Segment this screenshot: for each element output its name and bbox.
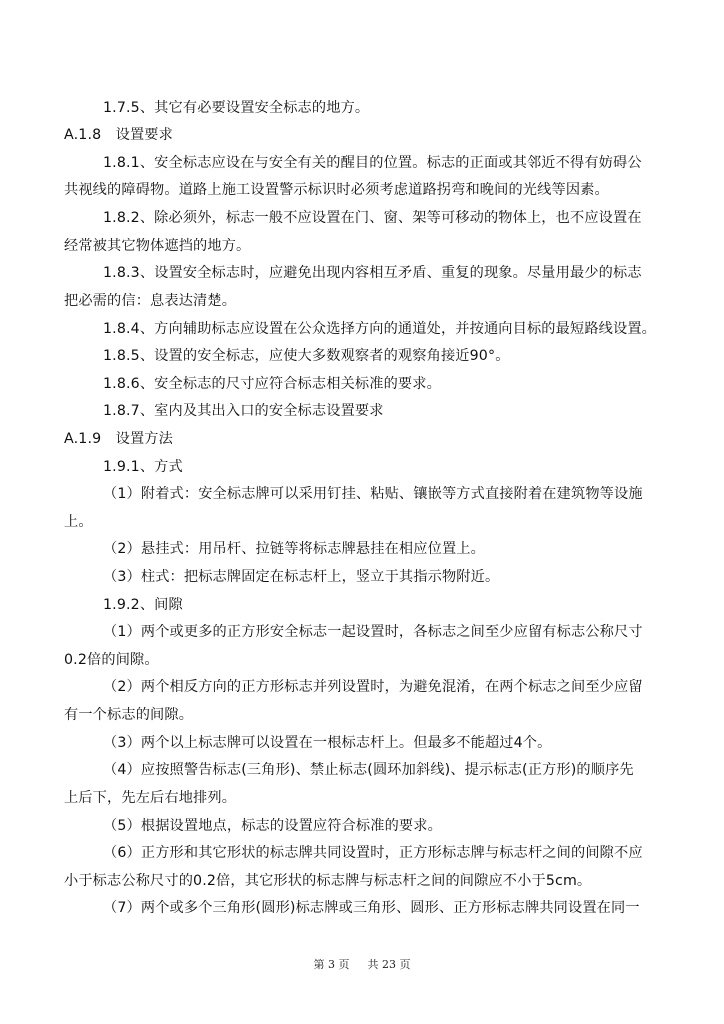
- text-line: 小于标志公称尺寸的0.2倍，其它形状的标志牌与标志杆之间的间隙应不小于5cm。: [64, 873, 592, 889]
- text-line: （1）附着式：安全标志牌可以采用钉挂、粘贴、镶嵌等方式直接附着在建筑物等设施: [103, 486, 643, 502]
- section-heading: A.1.8 设置要求: [64, 127, 173, 143]
- text-line: 1.8.1、安全标志应设在与安全有关的醒目的位置。标志的正面或其邻近不得有妨碍公: [103, 155, 642, 171]
- text-line: 1.7.5、其它有必要设置安全标志的地方。: [103, 100, 370, 116]
- text-line: （4）应按照警告标志(三角形)、禁止标志(圆环加斜线)、提示标志(正方形)的顺序先: [103, 762, 634, 778]
- text-line: （6）正方形和其它形状的标志牌共同设置时，正方形标志牌与标志杆之间的间隙不应: [103, 845, 643, 861]
- page-number: 第 3 页: [313, 958, 350, 971]
- page-total: 共 23 页: [367, 958, 411, 971]
- text-line: 上后下，先左后右地排列。: [64, 790, 237, 806]
- text-line: 把必需的信：息表达清楚。: [64, 293, 237, 309]
- page-footer: [0, 958, 724, 972]
- section-heading: A.1.9 设置方法: [64, 431, 173, 447]
- text-line: 共视线的障碍物。道路上施工设置警示标识时必须考虑道路拐弯和晚间的光线等因素。: [64, 182, 609, 198]
- text-line: 1.9.2、间隙: [103, 597, 183, 613]
- text-line: 1.8.2、除必须外，标志一般不应设置在门、窗、架等可移动的物体上，也不应设置在: [103, 210, 642, 226]
- text-line: 1.8.7、室内及其出入口的安全标志设置要求: [103, 403, 384, 419]
- text-line: （5）根据设置地点，标志的设置应符合标准的要求。: [103, 818, 442, 834]
- text-line: 1.8.6、安全标志的尺寸应符合标志相关标准的要求。: [103, 376, 441, 392]
- text-line: （7）两个或多个三角形(圆形)标志牌或三角形、圆形、正方形标志牌共同设置在同一: [103, 900, 640, 916]
- text-line: 1.8.5、设置的安全标志，应使大多数观察者的观察角接近90°。: [103, 348, 510, 364]
- text-line: 1.9.1、方式: [103, 459, 183, 475]
- text-line: 0.2倍的间隙。: [64, 652, 159, 668]
- text-line: （2）悬挂式：用吊杆、拉链等将标志牌悬挂在相应位置上。: [103, 541, 485, 557]
- text-line: （3）柱式：把标志牌固定在标志杆上，竖立于其指示物附近。: [103, 569, 500, 585]
- text-line: 经常被其它物体遮挡的地方。: [64, 238, 251, 254]
- text-line: 上。: [64, 514, 93, 530]
- text-line: （3）两个以上标志牌可以设置在一根标志杆上。但最多不能超过4个。: [103, 735, 552, 751]
- text-line: （2）两个相反方向的正方形标志并列设置时，为避免混淆，在两个标志之间至少应留: [103, 679, 643, 695]
- text-line: （1）两个或更多的正方形安全标志一起设置时，各标志之间至少应留有标志公称尺寸: [103, 624, 643, 640]
- text-line: 1.8.3、设置安全标志时，应避免出现内容相互矛盾、重复的现象。尽量用最少的标志: [103, 265, 642, 281]
- text-line: 1.8.4、方向辅助标志应设置在公众选择方向的通道处，并按通向目标的最短路线设置。: [103, 321, 657, 337]
- text-line: 有一个标志的间隙。: [64, 707, 194, 723]
